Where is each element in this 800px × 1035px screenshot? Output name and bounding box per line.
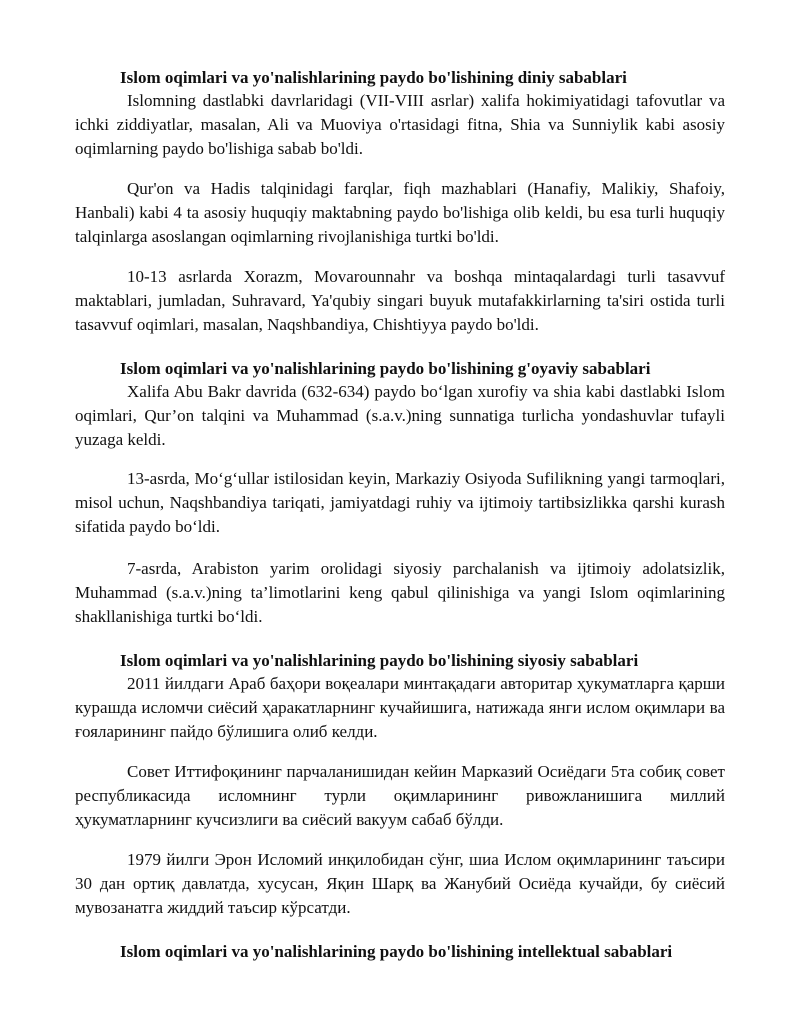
section-heading-political: Islom oqimlari va yo'nalishlarining paydo bo'lishining siyosiy sabablari	[120, 651, 639, 670]
paragraph: 7-asrda, Arabiston yarim orolidagi siyosiy parchalanish va ijtimoiy adolatsizlik, Muhammad (s.a.v.)ning ta’limotlarini keng qabul qilinishiga va yangi Islom oqimlarining shakllanishiga turtki boʻldi.	[75, 559, 725, 626]
paragraph: 2011 йилдаги Араб баҳори воқеалари минтақадаги авторитар ҳукуматларга қарши курашда исломчи сиёсий ҳаракатларнинг кучайишига, натижада янги ислом оқимлари ва ғояларининг пайдо бўлишига олиб келди.	[75, 674, 725, 741]
section-heading-intellectual: Islom oqimlari va yo'nalishlarining paydo bo'lishining intellektual sabablari	[120, 942, 673, 961]
paragraph: Islomning dastlabki davrlaridagi (VII-VIII asrlar) xalifa hokimiyatidagi tafovutlar va ichki ziddiyatlar, masalan, Ali va Muoviya o'rtasidagi fitna, Shia va Sunniylik kabi asosiy oqimlarning paydo bo'lishiga sabab bo'ldi.	[75, 91, 725, 158]
paragraph: Совет Иттифоқининг парчаланишидан кейин Марказий Осиёдаги 5та собиқ совет республикасида исломнинг турли оқимларининг ривожланишига миллий ҳукуматларнинг кучсизлиги ва сиёсий вакуум сабаб бўлди.	[75, 762, 725, 829]
paragraph: Qur'on va Hadis talqinidagi farqlar, fiqh mazhablari (Hanafiy, Malikiy, Shafoiy, Hanbali) kabi 4 ta asosiy huquqiy maktabning paydo bo'lishiga olib keldi, bu esa turli huquqiy talqinlarga asoslangan oqimlarning rivojlanishiga turtki bo'ldi.	[75, 179, 725, 246]
paragraph: 10-13 asrlarda Xorazm, Movarounnahr va boshqa mintaqalardagi turli tasavvuf maktablari, jumladan, Suhravard, Ya'qubiy singari buyuk mutafakkirlarning ta'siri ostida turli tasavvuf oqimlari, masalan, Naqshbandiya, Chishtiyya paydo bo'ldi.	[75, 267, 725, 334]
paragraph: 13-asrda, Moʻgʻullar istilosidan keyin, Markaziy Osiyoda Sufilikning yangi tarmoqlari, misol uchun, Naqshbandiya tariqati, jamiyatdagi ruhiy va ijtimoiy tartibsizlikka qarshi kurash sifatida paydo boʻldi.	[75, 469, 725, 536]
paragraph: 1979 йилги Эрон Исломий инқилобидан сўнг, шиа Ислом оқимларининг таъсири 30 дан ортиқ давлатда, хусусан, Яқин Шарқ ва Жанубий Осиёда кучайди, бу сиёсий мувозанатга жиддий таъсир кўрсатди.	[75, 850, 725, 917]
paragraph: Xalifa Abu Bakr davrida (632-634) paydo boʻlgan xurofiy va shia kabi dastlabki Islom oqimlari, Qur’on talqini va Muhammad (s.a.v.)ning sunnatiga turlicha yondashuvlar tufayli yuzaga keldi.	[75, 382, 725, 449]
section-heading-ideological: Islom oqimlari va yo'nalishlarining paydo bo'lishining g'oyaviy sabablari	[120, 359, 651, 378]
section-heading-religious: Islom oqimlari va yo'nalishlarining paydo bo'lishining diniy sabablari	[120, 68, 627, 87]
